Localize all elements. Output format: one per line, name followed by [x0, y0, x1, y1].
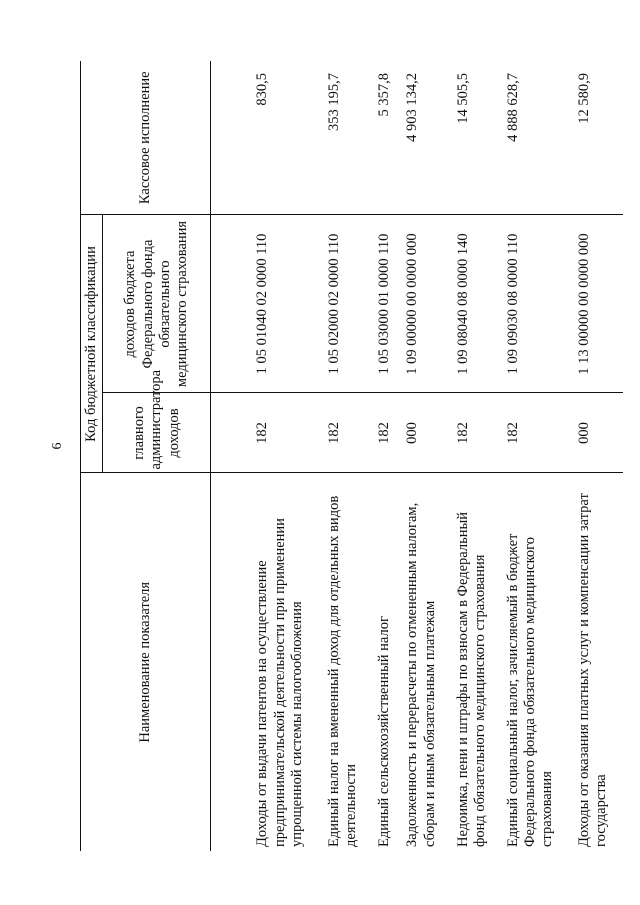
header-budget-revenue: доходов бюджета Федерального фонда обязательного медицинского страхования	[103, 215, 211, 393]
header-cash-execution: Кассовое исполнение	[81, 61, 211, 215]
row-indicator-name: Единый социальный налог, зачисляемый в бюджет Федерального фонда обязательного медицинского страхования	[502, 473, 573, 851]
row-admin-code: 182	[323, 393, 373, 473]
table-row	[323, 61, 373, 851]
header-chief-administrator: главного администратора доходов	[103, 393, 211, 473]
row-admin-code: 182	[373, 393, 402, 473]
row-admin-code: 182	[452, 393, 502, 473]
row-budget-code: 1 05 03000 01 0000 110	[373, 215, 402, 393]
row-budget-code: 1 09 00000 00 0000 000	[401, 215, 451, 393]
row-admin-code: 182	[251, 393, 322, 473]
row-cash-amount: 5 357,8	[375, 73, 392, 117]
row-budget-code: 1 05 02000 02 0000 110	[323, 215, 373, 393]
table-row	[401, 61, 451, 851]
table-row	[373, 61, 402, 851]
row-cash-amount: 4 903 134,2	[404, 73, 421, 142]
row-budget-code: 1 05 01040 02 0000 110	[251, 215, 322, 393]
row-admin-code: 000	[573, 393, 623, 473]
row-cash-amount: 353 195,7	[325, 73, 342, 131]
table-spacer-row	[211, 61, 252, 851]
table-row	[251, 61, 322, 851]
row-budget-code: 1 09 08040 08 0000 140	[452, 215, 502, 393]
row-cash-amount: 4 888 628,7	[504, 73, 521, 142]
budget-revenue-table	[80, 61, 623, 851]
header-classification-code: Код бюджетной классификации	[81, 215, 103, 473]
row-indicator-name: Единый налог на вмененный доход для отдельных видов деятельности	[323, 473, 373, 851]
page-number: 6	[50, 442, 65, 450]
row-cash-amount: 830,5	[254, 73, 271, 106]
row-budget-code: 1 13 00000 00 0000 000	[573, 215, 623, 393]
row-cash-amount: 12 580,9	[575, 73, 592, 124]
row-budget-code: 1 09 09030 08 0000 110	[502, 215, 573, 393]
header-indicator-name: Наименование показателя	[81, 473, 211, 851]
row-indicator-name: Недоимка, пени и штрафы по взносам в Федеральный фонд обязательного медицинского страхования	[452, 473, 502, 851]
rotated-table-container	[80, 61, 623, 851]
row-cash-amount: 14 505,5	[454, 73, 471, 124]
row-indicator-name: Доходы от оказания платных услуг и компенсации затрат государства	[573, 473, 623, 851]
table-row	[502, 61, 573, 851]
table-row	[573, 61, 623, 851]
row-admin-code: 000	[401, 393, 451, 473]
row-indicator-name: Задолженность и перерасчеты по отмененным налогам, сборам и иным обязательным платежам	[401, 473, 451, 851]
row-indicator-name: Доходы от выдачи патентов на осуществление предпринимательской деятельности при применении упрощенной системы налогообложения	[251, 473, 322, 851]
table-row	[452, 61, 502, 851]
row-admin-code: 182	[502, 393, 573, 473]
table-header-row	[81, 61, 103, 851]
row-indicator-name: Единый сельскохозяйственный налог	[373, 473, 402, 851]
